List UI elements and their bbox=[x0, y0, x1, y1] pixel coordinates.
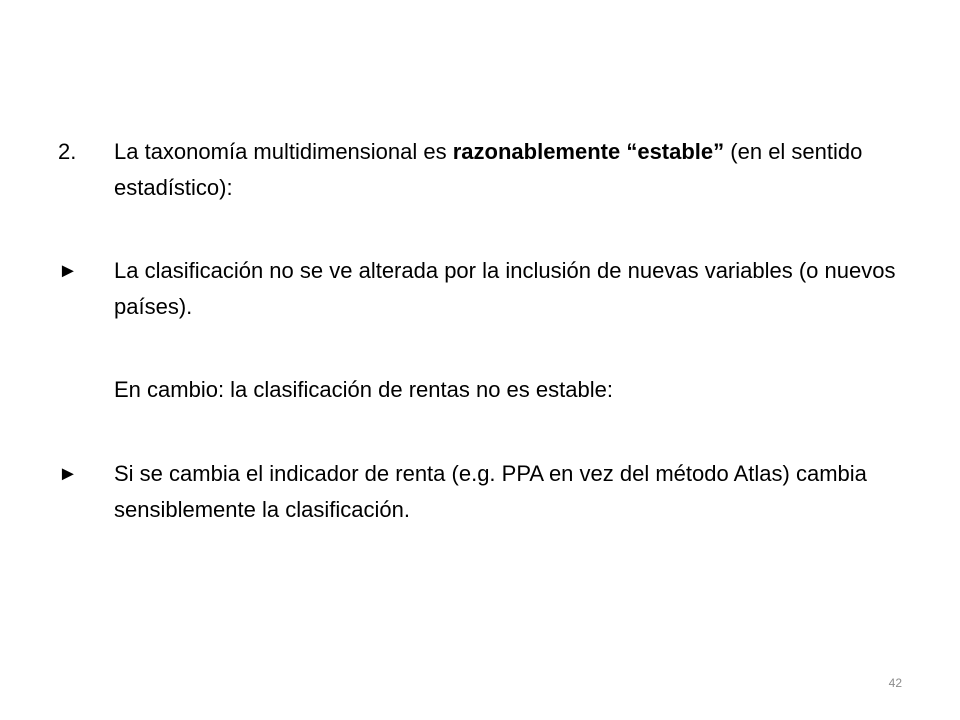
item-text-before: La taxonomía multidimensional es bbox=[114, 139, 453, 164]
page-number: 42 bbox=[888, 676, 902, 690]
item-text bbox=[114, 134, 908, 206]
item-number: 2. bbox=[58, 139, 77, 164]
bullet-1-text: La clasificación no se ve alterada por la inclusión de nuevas variables (o nuevos países). bbox=[114, 258, 896, 319]
item-text-bold: razonablemente “estable” bbox=[452, 139, 725, 164]
arrow-bullet-icon: ► bbox=[58, 260, 78, 282]
plain-line bbox=[58, 372, 908, 408]
numbered-item bbox=[58, 134, 908, 206]
arrow-bullet-icon: ► bbox=[58, 463, 78, 485]
plain-line-text: En cambio: la clasificación de rentas no es estable: bbox=[114, 377, 613, 402]
item-text-after: (en el sentido estadístico): bbox=[114, 139, 863, 200]
bullet-2-text: Si se cambia el indicador de renta (e.g. PPA en vez del método Atlas) cambia sensiblemente la clasificación. bbox=[114, 461, 867, 522]
bullet-item-2 bbox=[58, 456, 908, 528]
bullet-item-1 bbox=[58, 253, 908, 325]
